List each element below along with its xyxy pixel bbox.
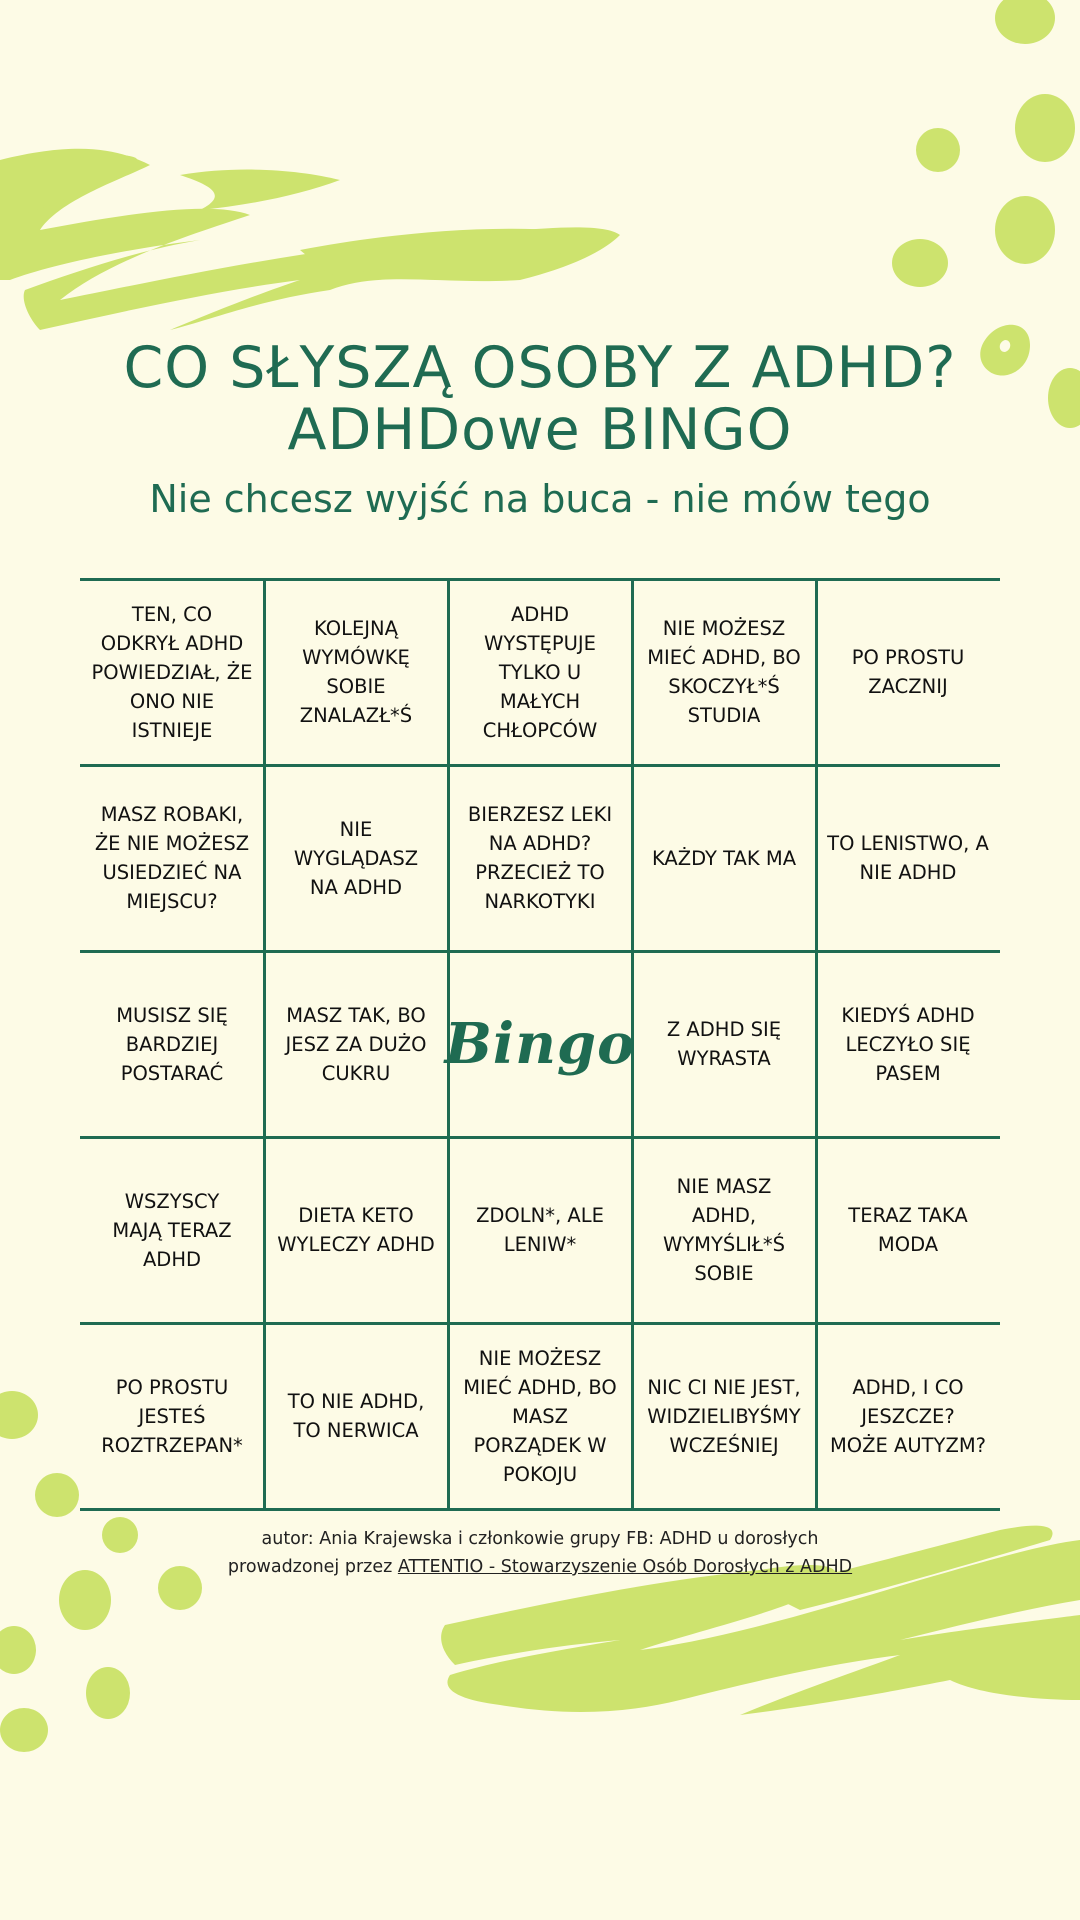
bingo-cell-text: TO NERWICA — [293, 1419, 419, 1442]
bingo-cell-text: TO NIE ADHD, — [287, 1390, 425, 1413]
bingo-cell-text: POSTARAĆ — [120, 1061, 224, 1085]
bingo-cell — [632, 1323, 816, 1509]
bingo-cell-text: PO PROSTU — [115, 1375, 229, 1399]
bingo-cell-text: WYMYŚLIŁ*Ś — [662, 1233, 785, 1256]
bingo-cell-text: TYLKO U — [498, 660, 582, 684]
bingo-cell-text: PO PROSTU — [851, 646, 965, 669]
deco-dot — [86, 1667, 130, 1719]
bingo-cell-text: SOBIE — [694, 1262, 754, 1285]
bingo-cell — [80, 1323, 264, 1509]
bingo-cell-text: WYRASTA — [677, 1047, 771, 1070]
page-title-line2: ADHDowe BINGO — [287, 397, 793, 463]
bingo-cell-text: NA ADHD? — [488, 832, 592, 855]
bingo-cell — [264, 951, 448, 1137]
bingo-cell-text: KOLEJNĄ — [314, 617, 398, 640]
bingo-cell — [448, 765, 632, 951]
bingo-cell-text: MASZ — [512, 1404, 568, 1428]
bingo-cell-text: MIEĆ ADHD, BO — [647, 646, 801, 669]
bingo-cell — [80, 579, 264, 765]
deco-dot — [0, 1708, 48, 1752]
bingo-cell-text: NIE — [339, 817, 373, 841]
bingo-cell-text: NIE MOŻESZ — [478, 1346, 602, 1370]
attentio-link[interactable]: ATTENTIO - Stowarzyszenie Osób Dorosłych z ADHD — [397, 1557, 853, 1577]
bingo-cell-text: WYGLĄDASZ — [293, 846, 419, 870]
bingo-cell-text: ROZTRZEPAN* — [101, 1433, 243, 1457]
bingo-cell-text: TERAZ TAKA — [848, 1204, 968, 1227]
bingo-cell-text: MOŻE AUTYZM? — [829, 1433, 987, 1457]
bingo-cell-text: BIERZESZ LEKI — [467, 803, 613, 826]
bingo-cell-text: WYLECZY ADHD — [277, 1233, 435, 1256]
bingo-cell — [632, 579, 816, 765]
bingo-cell-text: SKOCZYŁ*Ś — [668, 675, 780, 698]
deco-dot — [892, 239, 948, 287]
bingo-cell-text: WYSTĘPUJE — [484, 631, 596, 655]
bingo-cell — [264, 765, 448, 951]
deco-dot — [35, 1473, 79, 1517]
bingo-cell-text: LENIW* — [503, 1233, 577, 1256]
bingo-cell-text: WYMÓWKĘ — [302, 646, 410, 669]
bingo-cell-text: ONO NIE — [129, 689, 215, 713]
bingo-cell-text: KAŻDY TAK MA — [651, 846, 797, 870]
bingo-cell-text: KIEDYŚ ADHD — [841, 1003, 975, 1027]
bingo-cell — [816, 765, 1000, 951]
bingo-cell — [816, 579, 1000, 765]
bingo-cell — [816, 951, 1000, 1137]
bingo-cell-text: NA ADHD — [309, 875, 403, 899]
bingo-cell — [448, 1137, 632, 1323]
bingo-cell — [632, 1137, 816, 1323]
bingo-grid — [80, 579, 1000, 1509]
bingo-cell-text: WSZYSCY — [124, 1189, 220, 1213]
bingo-cell-text: CHŁOPCÓW — [482, 718, 598, 742]
bingo-cell-text: NARKOTYKI — [484, 890, 596, 913]
bingo-cell — [264, 1137, 448, 1323]
bingo-cell-text: MIEJSCU? — [126, 890, 218, 913]
deco-dot — [0, 1391, 38, 1439]
bingo-cell-text: POKOJU — [502, 1462, 578, 1486]
bingo-cell-text: TEN, CO — [131, 602, 213, 626]
bingo-cell-text: MODA — [877, 1233, 939, 1256]
bingo-cell-text: NIE ADHD — [859, 861, 957, 884]
bingo-cell — [632, 765, 816, 951]
bingo-cell-text: JESTEŚ — [138, 1404, 206, 1428]
deco-dot — [0, 1626, 36, 1674]
bingo-cell-text: WIDZIELIBYŚMY — [647, 1404, 801, 1428]
bingo-cell-text: NIE MASZ — [676, 1175, 772, 1198]
bingo-cell-text: ŻE NIE MOŻESZ — [94, 832, 250, 855]
bingo-cell-text: STUDIA — [687, 704, 761, 727]
deco-dot — [995, 0, 1055, 44]
bingo-cell-text: ODKRYŁ ADHD — [100, 631, 244, 655]
bingo-cell-text: WCZEŚNIEJ — [669, 1433, 779, 1457]
bingo-cell — [80, 951, 264, 1137]
bingo-cell-text: PRZECIEŻ TO — [475, 861, 605, 884]
bingo-cell-text: DIETA KETO — [298, 1204, 414, 1227]
bingo-cell — [448, 1323, 632, 1509]
footer-prefix: prowadzonej przez — [227, 1557, 398, 1577]
page-subtitle: Nie chcesz wyjść na buca - nie mów tego — [149, 477, 931, 521]
bingo-cell-text: PORZĄDEK W — [473, 1433, 607, 1457]
bingo-cell-text: MASZ ROBAKI, — [100, 803, 244, 826]
bingo-cell-text: ADHD, — [691, 1204, 757, 1227]
bingo-logo: Bingo — [444, 1010, 636, 1077]
bingo-cell — [80, 765, 264, 951]
bingo-cell-text: CUKRU — [321, 1061, 391, 1085]
bingo-cell-text: MUSISZ SIĘ — [116, 1003, 228, 1027]
bingo-cell-text: ADHD, I CO — [852, 1375, 964, 1399]
bingo-cell-text: JESZ ZA DUŻO — [285, 1032, 427, 1056]
bingo-cell-text: MIEĆ ADHD, BO — [463, 1375, 617, 1399]
bingo-cell-text: MASZ TAK, BO — [286, 1003, 426, 1027]
bingo-cell-text: USIEDZIEĆ NA — [102, 861, 242, 884]
bingo-cell — [264, 579, 448, 765]
bingo-cell — [80, 1137, 264, 1323]
deco-dot — [59, 1570, 111, 1630]
bingo-cell — [816, 1323, 1000, 1509]
bingo-cell-text: JESZCZE? — [861, 1404, 955, 1428]
bingo-cell-text: MAŁYCH — [499, 689, 581, 713]
footer-credit: autor: Ania Krajewska i członkowie grupy FB: ADHD u dorosłych — [261, 1529, 819, 1549]
bingo-cell-text: ADHD — [510, 602, 570, 626]
bingo-cell — [816, 1137, 1000, 1323]
bingo-cell — [448, 579, 632, 765]
bingo-center-cell — [444, 951, 636, 1137]
bingo-cell-text: POWIEDZIAŁ, ŻE — [91, 660, 253, 684]
bingo-cell-text: TO LENISTWO, A — [827, 832, 989, 855]
bingo-cell-text: SOBIE — [326, 675, 386, 698]
bingo-cell — [264, 1323, 448, 1509]
bingo-cell — [632, 951, 816, 1137]
bingo-cell-text: ADHD — [142, 1247, 202, 1271]
page-title-line1: CO SŁYSZĄ OSOBY Z ADHD? — [123, 335, 957, 401]
bingo-cell-text: LECZYŁO SIĘ — [845, 1032, 971, 1056]
bingo-cell-text: NIC CI NIE JEST, — [647, 1375, 801, 1399]
bingo-cell-text: NIE MOŻESZ — [662, 617, 786, 640]
bingo-cell-text: ZNALAZŁ*Ś — [299, 704, 413, 727]
bingo-cell-text: PASEM — [875, 1061, 941, 1085]
bingo-cell-text: Z ADHD SIĘ — [666, 1018, 782, 1041]
deco-dot — [916, 128, 960, 172]
bingo-cell-text: ZACZNIJ — [868, 675, 948, 698]
bingo-cell-text: MAJĄ TERAZ — [112, 1218, 232, 1242]
bingo-cell-text: ZDOLN*, ALE — [476, 1204, 604, 1227]
bingo-cell-text: BARDZIEJ — [125, 1032, 219, 1056]
deco-dot — [1015, 94, 1075, 162]
bingo-cell-text: ISTNIEJE — [131, 718, 213, 742]
footer-organization — [0, 1557, 1080, 1577]
deco-dot — [995, 196, 1055, 264]
